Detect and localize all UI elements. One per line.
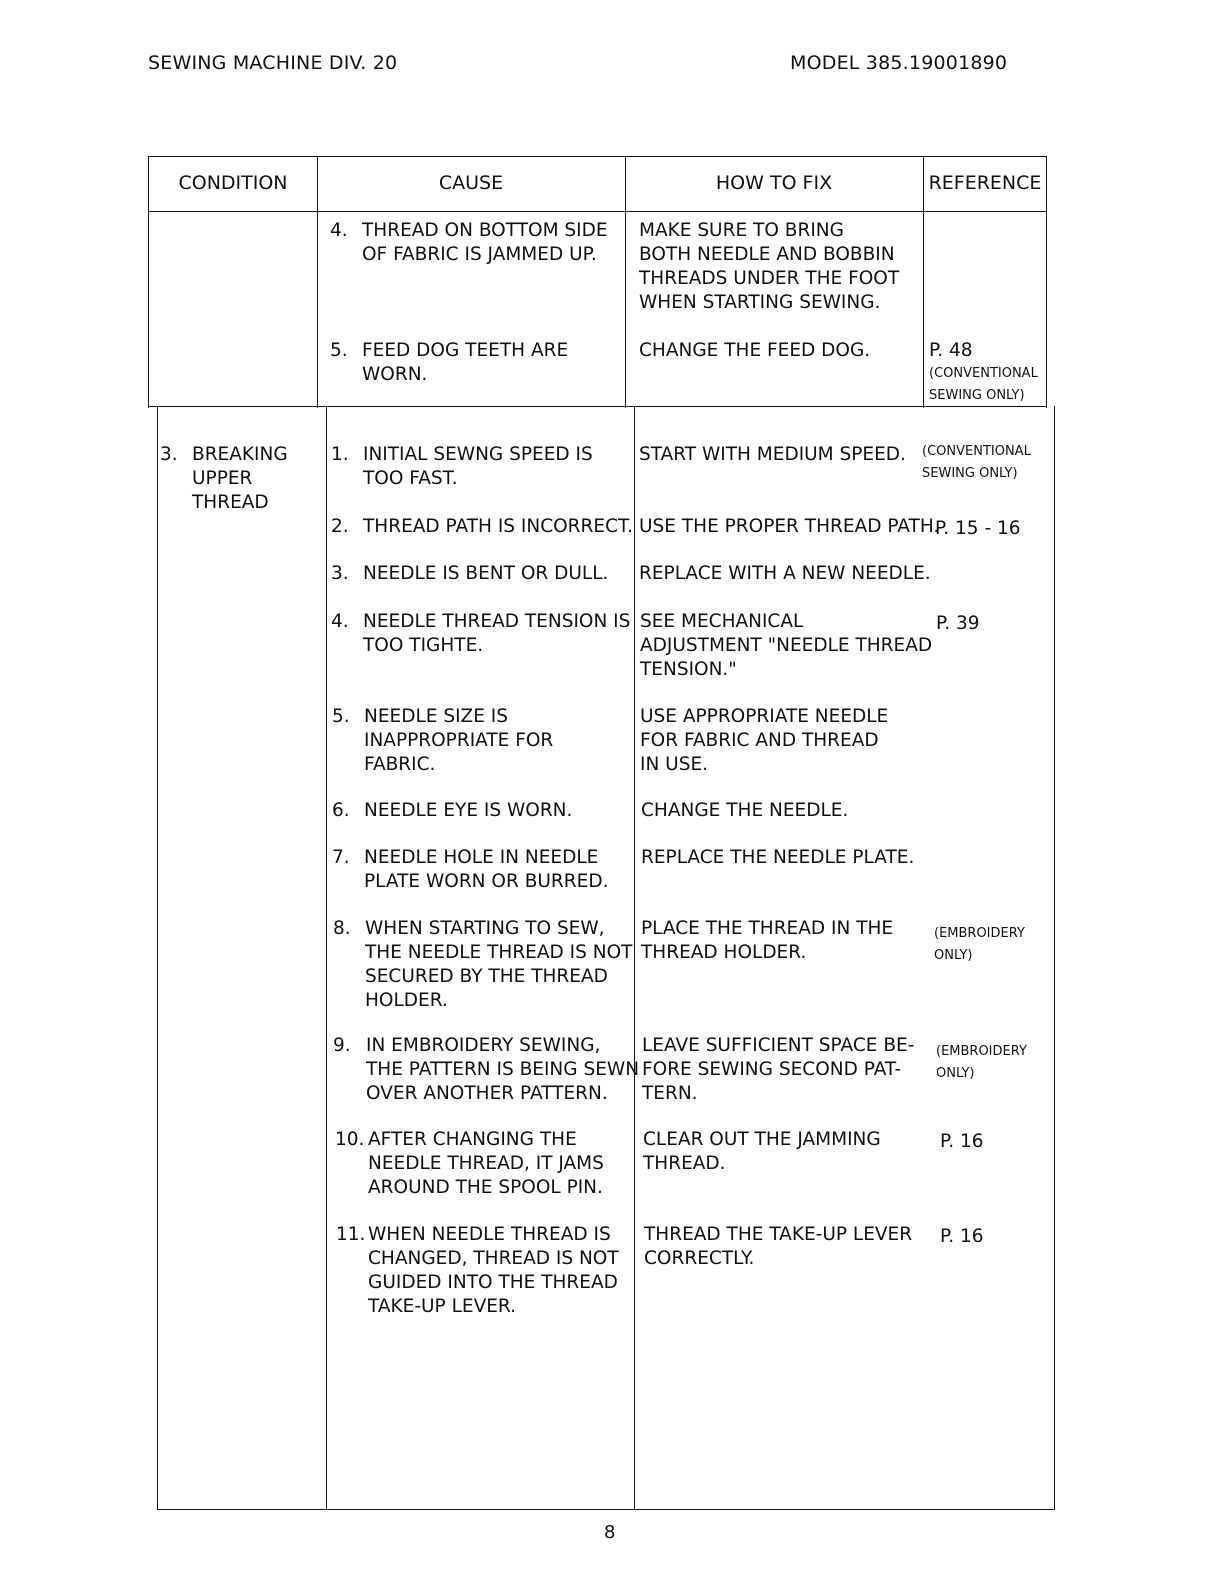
row-number: 2. <box>331 516 349 537</box>
cause-text: THREAD PATH IS INCORRECT. <box>363 516 633 537</box>
cause-text: NEEDLE EYE IS WORN. <box>364 800 573 821</box>
fix-text: THREAD THE TAKE-UP LEVER CORRECTLY. <box>644 1224 913 1269</box>
cause-text: WHEN STARTING TO SEW, THE NEEDLE THREAD IS NOT SECURED BY THE THREAD HOLDER. <box>365 918 633 1011</box>
row-number: 3. <box>331 563 349 584</box>
cause-text: NEEDLE THREAD TENSION IS TOO TIGHTE. <box>363 611 631 656</box>
row-number: 1. <box>331 444 349 465</box>
reference-text: (CONVENTIONAL SEWING ONLY) <box>922 444 1031 481</box>
cause-text: THREAD ON BOTTOM SIDE OF FABRIC IS JAMMED UP. <box>362 220 608 265</box>
reference-text: (EMBROIDERY ONLY) <box>936 1044 1027 1081</box>
fix-text: CHANGE THE FEED DOG. <box>639 340 871 361</box>
column-header-reference: REFERENCE <box>928 172 1042 194</box>
fix-text: SEE MECHANICAL ADJUSTMENT "NEEDLE THREAD TENSION." <box>640 611 933 680</box>
cause-text: IN EMBROIDERY SEWING, THE PATTERN IS BEING SEWN OVER ANOTHER PATTERN. <box>366 1035 640 1104</box>
column-header-cause: CAUSE <box>438 172 504 194</box>
row-number: 5. <box>330 340 348 361</box>
cause-text: NEEDLE SIZE IS INAPPROPRIATE FOR FABRIC. <box>364 706 554 775</box>
row-number: 8. <box>333 918 351 939</box>
cause-text: NEEDLE IS BENT OR DULL. <box>363 563 609 584</box>
fix-text: USE APPROPRIATE NEEDLE FOR FABRIC AND THREAD IN USE. <box>640 706 889 775</box>
reference-text: P. 16 <box>940 1131 984 1152</box>
reference-text: P. 16 <box>940 1226 984 1247</box>
fix-text: CLEAR OUT THE JAMMING THREAD. <box>643 1129 881 1174</box>
cause-text: INITIAL SEWNG SPEED IS TOO FAST. <box>363 444 593 489</box>
condition-number: 3. <box>160 444 178 465</box>
cause-text: AFTER CHANGING THE NEEDLE THREAD, IT JAMS AROUND THE SPOOL PIN. <box>368 1129 604 1198</box>
condition-title: BREAKING UPPER THREAD <box>192 444 288 513</box>
running-header-right: MODEL 385.19001890 <box>790 52 1008 74</box>
row-number: 10. <box>335 1129 365 1150</box>
fix-text: LEAVE SUFFICIENT SPACE BE- FORE SEWING SECOND PAT- TERN. <box>642 1035 915 1104</box>
reference-text: P. 15 - 16 <box>935 518 1021 539</box>
cause-text: WHEN NEEDLE THREAD IS CHANGED, THREAD IS NOT GUIDED INTO THE THREAD TAKE-UP LEVER. <box>368 1224 619 1317</box>
fix-text: REPLACE THE NEEDLE PLATE. <box>641 847 915 868</box>
row-number: 5. <box>332 706 350 727</box>
reference-text: (EMBROIDERY ONLY) <box>934 926 1025 963</box>
cause-text: NEEDLE HOLE IN NEEDLE PLATE WORN OR BURRED. <box>364 847 609 892</box>
cause-text: FEED DOG TEETH ARE WORN. <box>362 340 569 385</box>
row-number: 4. <box>331 611 349 632</box>
row-number: 9. <box>333 1035 351 1056</box>
column-header-how-to-fix: HOW TO FIX <box>715 172 833 194</box>
row-number: 6. <box>332 800 350 821</box>
row-number: 4. <box>330 220 348 241</box>
page-number: 8 <box>604 1522 616 1543</box>
reference-text: P. 39 <box>936 613 980 634</box>
fix-text: START WITH MEDIUM SPEED. <box>639 444 906 465</box>
fix-text: MAKE SURE TO BRING BOTH NEEDLE AND BOBBIN THREADS UNDER THE FOOT WHEN STARTING SEWING. <box>639 220 900 313</box>
fix-text: CHANGE THE NEEDLE. <box>641 800 849 821</box>
fix-text: REPLACE WITH A NEW NEEDLE. <box>639 563 931 584</box>
row-number: 11. <box>336 1224 366 1245</box>
row-number: 7. <box>332 847 350 868</box>
fix-text: USE THE PROPER THREAD PATH. <box>639 516 940 537</box>
running-header-left: SEWING MACHINE DIV. 20 <box>148 52 398 74</box>
column-header-condition: CONDITION <box>178 172 288 194</box>
reference-text: P. 48 (CONVENTIONAL SEWING ONLY) <box>929 340 1038 403</box>
fix-text: PLACE THE THREAD IN THE THREAD HOLDER. <box>641 918 894 963</box>
